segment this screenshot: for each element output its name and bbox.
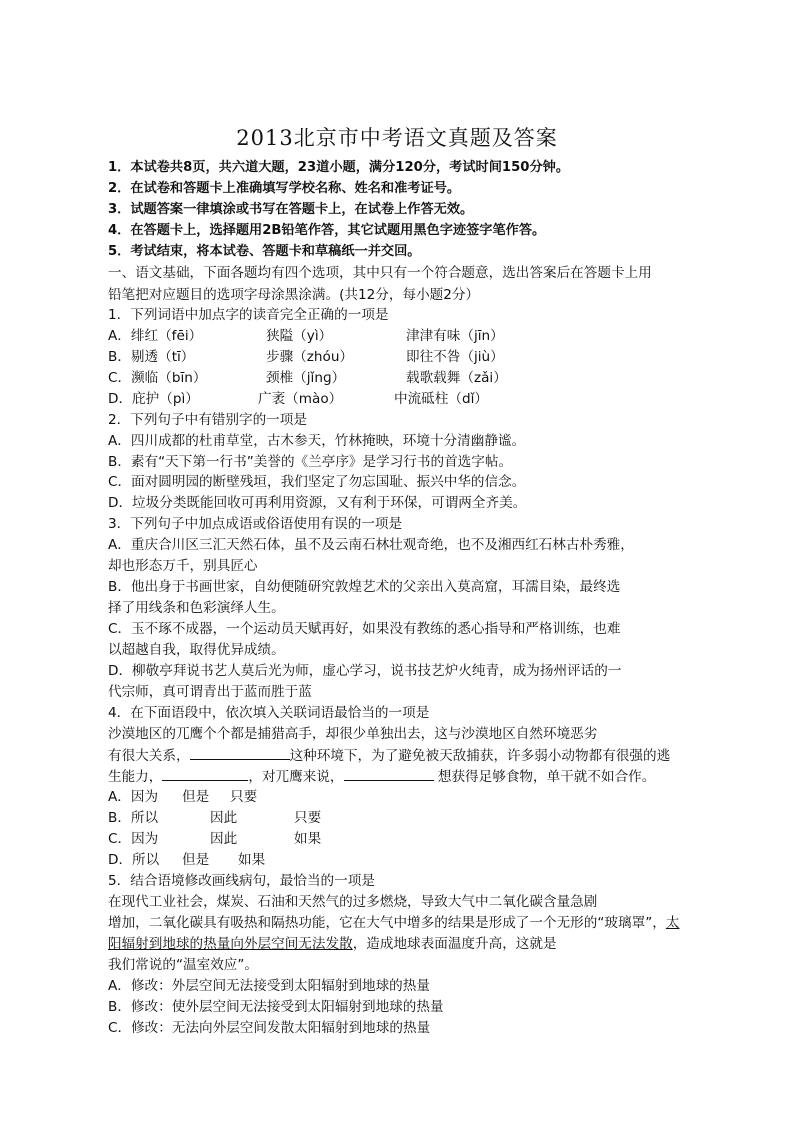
instruction-4: 4．在答题卡上，选择题用2B铅笔作答，其它试题用黑色字迹签字笔作答。 [108, 223, 546, 238]
q4-d-word-1: D．所以 [108, 852, 160, 868]
q4-c-word-3: 如果 [294, 831, 322, 847]
question-5-option-c: C．修改：无法向外层空间发散太阳辐射到地球的热量 [108, 1020, 431, 1036]
question-5-passage-line-3 [108, 934, 557, 954]
section-heading-line-2: 铅笔把对应题目的选项字母涂黑涂满。(共12分，每小题2分） [108, 287, 480, 303]
question-3-line-3: B．他出身于书画世家，自幼便随研究敦煌艺术的父亲出入莫高窟，耳濡目染，最终选 [108, 579, 621, 595]
page-title: 2013北京市中考语文真题及答案 [236, 126, 558, 150]
q4-a-word-3: 只要 [230, 789, 258, 805]
question-3-line-2: 却也形态万千，别具匠心 [108, 558, 258, 574]
q4-line3-mid: ，对兀鹰来说， [248, 769, 344, 785]
question-3-line-1: A．重庆合川区三汇天然石体，虽不及云南石林壮观奇绝，也不及湘西红石林古朴秀雅， [108, 537, 634, 553]
q5-line3-end: ，造成地球表面温度升高，这就是 [352, 936, 557, 952]
section-heading-line-1: 一、语文基础，下面各题均有四个选项，其中只有一个符合题意，选出答案后在答题卡上用 [108, 265, 652, 281]
q4-b-word-3: 只要 [294, 810, 322, 826]
q1-b-word-2: 步骤（zhóu） [266, 349, 354, 365]
fill-blank-3 [344, 766, 434, 781]
q1-d-word-1: D．庇护（pì） [108, 391, 199, 407]
question-1-option-d [108, 389, 488, 409]
q4-b-word-2: 因此 [210, 810, 238, 826]
q4-b-word-1: B．所以 [108, 810, 159, 826]
q5-line2-start: 增加，二氧化碳具有吸热和隔热功能，它在大气中增多的结果是形成了一个无形的“玻璃罩”， [108, 915, 666, 931]
q1-c-word-3: 载歌载舞（zǎi） [406, 370, 507, 386]
question-5-passage-line-4: 我们常说的“温室效应”。 [108, 957, 259, 973]
question-5-option-b: B．修改：使外层空间无法接受到太阳辐射到地球的热量 [108, 999, 444, 1015]
fill-blank-2 [162, 766, 248, 781]
question-2-option-c: C．面对圆明园的断壁残垣，我们坚定了勿忘国耻、振兴中华的信念。 [108, 474, 526, 490]
q1-b-word-3: 即往不咎（jiù） [406, 349, 504, 365]
question-5-passage-line-1: 在现代工业社会，煤炭、石油和天然气的过多燃烧，导致大气中二氧化碳含量急剧 [108, 894, 598, 910]
q4-d-word-3: 如果 [238, 852, 266, 868]
q4-line2-end: 这种环境下，为了避免被天敌捕获，许多弱小动物都有很强的逃 [289, 748, 671, 764]
question-5-option-a: A．修改：外层空间无法接受到太阳辐射到地球的热量 [108, 978, 430, 994]
question-4-passage-line-2 [108, 745, 670, 765]
question-5-passage-line-2 [108, 913, 679, 933]
q4-a-word-1: A．因为 [108, 789, 159, 805]
q1-c-word-1: C．濒临（bīn） [108, 370, 207, 386]
question-3-line-5: C．玉不琢不成器，一个运动员天赋再好，如果没有教练的悉心指导和严格训练，也难 [108, 621, 621, 637]
q4-c-word-1: C．因为 [108, 831, 159, 847]
q1-d-word-2: 广袤（mào） [258, 391, 343, 407]
instruction-3: 3．试题答案一律填涂或书写在答题卡上，在试卷上作答无效。 [108, 202, 474, 217]
question-4-option-c [108, 829, 321, 849]
question-3-line-4: 择了用线条和色彩演绎人生。 [108, 600, 285, 616]
question-1-option-b [108, 347, 504, 367]
q1-b-word-1: B．剔透（tī） [108, 349, 195, 365]
q1-a-word-3: 津津有味（jīn） [406, 328, 504, 344]
instruction-1: 1．本试卷共8页，共六道大题，23道小题，满分120分，考试时间150分钟。 [108, 160, 570, 175]
q4-line2-start: 有很大关系， [108, 748, 190, 764]
q1-a-word-2: 狭隘（yì） [266, 328, 333, 344]
question-4-passage-line-1: 沙漠地区的兀鹰个个都是捕猎高手，却很少单独出去，这与沙漠地区自然环境恶劣 [108, 726, 598, 742]
question-1-option-c [108, 368, 507, 388]
q1-a-word-1: A．绯红（fēi） [108, 328, 203, 344]
question-4-option-d [108, 850, 265, 870]
q4-line3-start: 生能力， [108, 769, 163, 785]
instruction-2: 2．在试卷和答题卡上准确填写学校名称、姓名和准考证号。 [108, 181, 461, 196]
question-1-option-a [108, 326, 504, 346]
q4-line3-end: 想获得足够食物，单干就不如合作。 [433, 769, 656, 785]
question-3-line-6: 以超越自我，取得优异成绩。 [108, 642, 285, 658]
q4-a-word-2: 但是 [182, 789, 210, 805]
question-2-option-b: B．素有“天下第一行书”美誉的《兰亭序》是学习行书的首选字帖。 [108, 454, 513, 470]
q5-underlined-sentence: 阳辐射到地球的热量向外层空间无法发散 [108, 936, 353, 952]
question-3-stem: 3．下列句子中加点成语或俗语使用有误的一项是 [108, 516, 403, 532]
question-1-stem: 1．下列词语中加点字的读音完全正确的一项是 [108, 307, 389, 323]
question-2-option-a: A．四川成都的杜甫草堂，古木参天，竹林掩映，环境十分清幽静谧。 [108, 433, 526, 449]
question-4-stem: 4．在下面语段中，依次填入关联词语最恰当的一项是 [108, 705, 430, 721]
q1-c-word-2: 颈椎（jǐnɡ） [266, 370, 346, 386]
question-3-line-7: D．柳敬亭拜说书艺人莫后光为师，虚心学习，说书技艺炉火纯青，成为扬州评话的一 [108, 663, 622, 679]
question-4-passage-line-3 [108, 766, 655, 786]
q1-d-word-3: 中流砥柱（dǐ） [394, 391, 488, 407]
fill-blank-1 [190, 745, 290, 760]
question-5-stem: 5．结合语境修改画线病句，最恰当的一项是 [108, 873, 375, 889]
instruction-5: 5．考试结束，将本试卷、答题卡和草稿纸一并交回。 [108, 244, 421, 259]
q4-c-word-2: 因此 [210, 831, 238, 847]
question-4-option-b [108, 808, 321, 828]
question-3-line-8: 代宗师，真可谓青出于蓝而胜于蓝 [108, 684, 312, 700]
question-2-option-d: D．垃圾分类既能回收可再利用资源，又有利于环保，可谓两全齐美。 [108, 495, 527, 511]
question-4-option-a [108, 787, 257, 807]
q5-underlined-start: 太 [665, 915, 680, 931]
question-2-stem: 2．下列句子中有错别字的一项是 [108, 412, 307, 428]
q4-d-word-2: 但是 [182, 852, 210, 868]
